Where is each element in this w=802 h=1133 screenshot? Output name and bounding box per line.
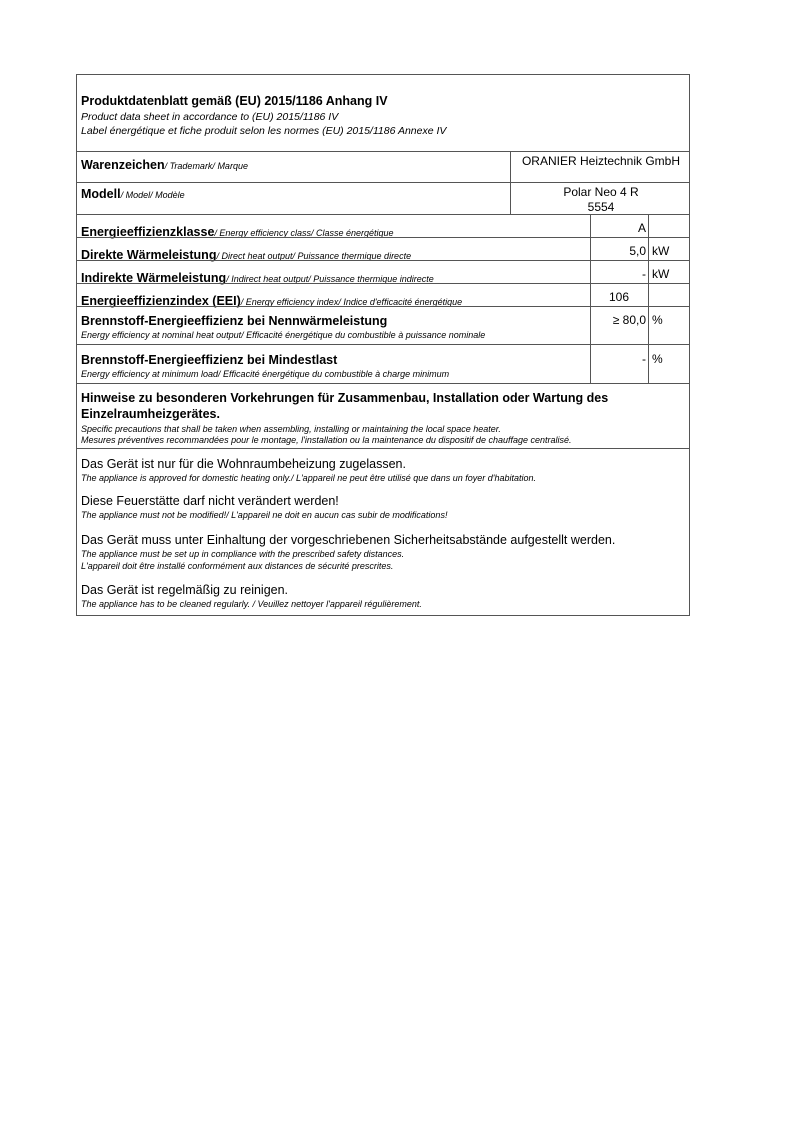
spec-row-eei: Energieeffizienzindex (EEI)/ Energy efficiency index/ Indice d'efficacité énergétique bbox=[81, 294, 463, 308]
spec-row-efficiency-class: Energieeffizienzklasse/ Energy efficiency class/ Classe énergétique bbox=[81, 225, 394, 239]
note-safety-distances-trans-fr: L'appareil doit être installé conformément aux distances de sécurité prescrites. bbox=[81, 561, 394, 571]
spec-value: - bbox=[642, 352, 646, 366]
product-data-sheet bbox=[76, 74, 690, 616]
spec-unit: kW bbox=[652, 244, 670, 258]
model-label: Modell/ Model/ Modèle bbox=[81, 187, 185, 201]
spec-value: 106 bbox=[608, 290, 630, 304]
sheet-subtitle-fr: Label énergétique et fiche produit selon les normes (EU) 2015/1186 Annexe IV bbox=[81, 125, 447, 137]
model-name-value: Polar Neo 4 R bbox=[563, 185, 639, 199]
note-safety-distances-trans-en: The appliance must be set up in compliance with the prescribed safety distances. bbox=[81, 549, 405, 559]
spec-value: 5,0 bbox=[629, 244, 646, 258]
spec-row-min-load-efficiency-trans: Energy efficiency at minimum load/ Efficacité énergétique du combustible à charge minimum bbox=[81, 369, 450, 379]
precautions-fr: Mesures préventives recommandées pour le montage, l'installation ou la maintenance du dispositif de chauffage centralisé. bbox=[81, 435, 572, 445]
precautions-en: Specific precautions that shall be taken when assembling, installing or maintaining the local space heater. bbox=[81, 424, 501, 434]
spec-row-direct-heat: Direkte Wärmeleistung/ Direct heat output/ Puissance thermique directe bbox=[81, 248, 412, 262]
spec-value: ≥ 80,0 bbox=[612, 313, 646, 327]
spec-row-nominal-efficiency-trans: Energy efficiency at nominal heat output/ Efficacité énergétique du combustible à puissance nominale bbox=[81, 330, 486, 340]
note-safety-distances: Das Gerät muss unter Einhaltung der vorgeschriebenen Sicherheitsabstände aufgestellt werden. bbox=[81, 533, 616, 547]
spec-value: - bbox=[642, 267, 646, 281]
sheet-subtitle-en: Product data sheet in accordance to (EU) 2015/1186 IV bbox=[81, 111, 339, 123]
note-no-modification: Diese Feuerstätte darf nicht verändert werden! bbox=[81, 494, 339, 508]
precautions-title-1: Hinweise zu besonderen Vorkehrungen für Zusammenbau, Installation oder Wartung des bbox=[81, 391, 609, 405]
note-domestic-heating: Das Gerät ist nur für die Wohnraumbeheizung zugelassen. bbox=[81, 457, 406, 471]
spec-unit: % bbox=[652, 313, 663, 327]
spec-row-indirect-heat: Indirekte Wärmeleistung/ Indirect heat output/ Puissance thermique indirecte bbox=[81, 271, 434, 285]
trademark-label: Warenzeichen/ Trademark/ Marque bbox=[81, 158, 248, 172]
spec-row-nominal-efficiency: Brennstoff-Energieeffizienz bei Nennwärmeleistung bbox=[81, 314, 388, 328]
note-domestic-heating-trans: The appliance is approved for domestic heating only./ L'appareil ne peut être utilisé que dans un foyer d'habitation. bbox=[81, 473, 537, 483]
note-cleaning-trans: The appliance has to be cleaned regularly. / Veuillez nettoyer l'appareil régulièrement. bbox=[81, 599, 422, 609]
sheet-title: Produktdatenblatt gemäß (EU) 2015/1186 Anhang IV bbox=[81, 94, 388, 108]
model-number-value: 5554 bbox=[587, 200, 615, 214]
spec-unit: % bbox=[652, 352, 663, 366]
spec-value: A bbox=[637, 221, 646, 235]
spec-unit: kW bbox=[652, 267, 670, 281]
spec-row-min-load-efficiency: Brennstoff-Energieeffizienz bei Mindestlast bbox=[81, 353, 338, 367]
note-cleaning: Das Gerät ist regelmäßig zu reinigen. bbox=[81, 583, 289, 597]
precautions-title-2: Einzelraumheizgerätes. bbox=[81, 407, 220, 421]
trademark-value: ORANIER Heiztechnik GmbH bbox=[521, 154, 681, 168]
note-no-modification-trans: The appliance must not be modified!/ L'appareil ne doit en aucun cas subir de modifications! bbox=[81, 510, 448, 520]
